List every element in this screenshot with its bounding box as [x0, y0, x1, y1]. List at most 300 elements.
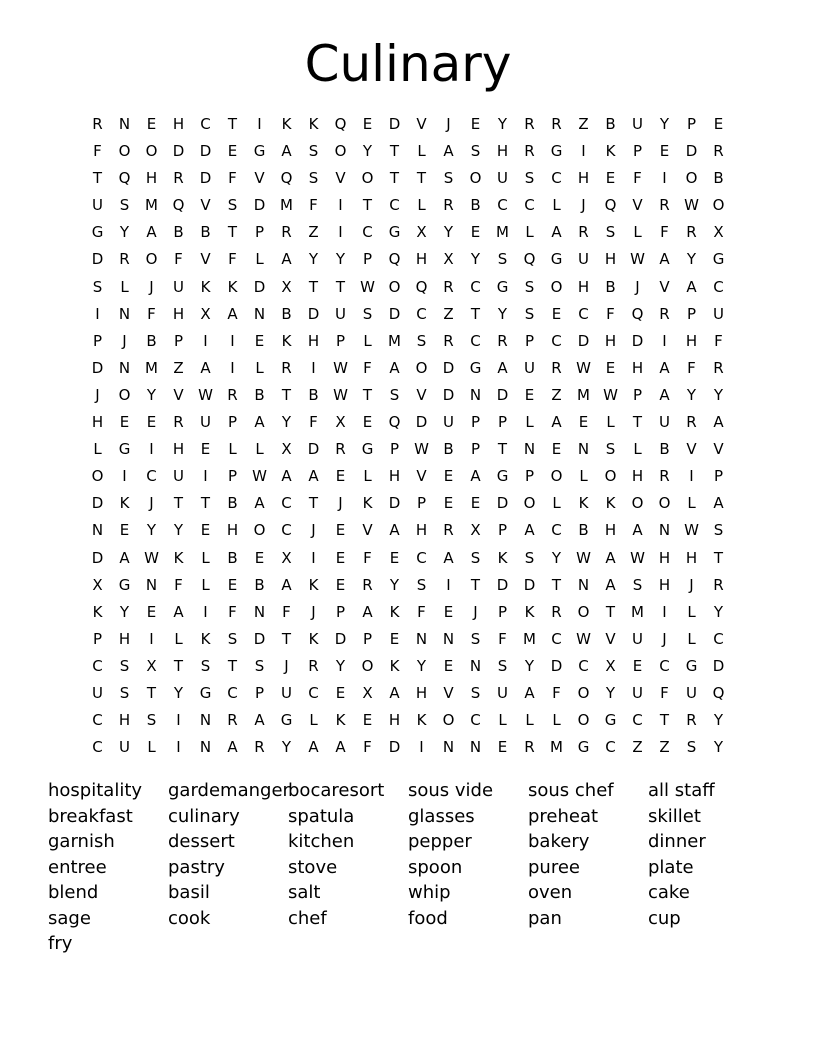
grid-letter: D	[334, 629, 347, 648]
grid-letter: L	[687, 494, 696, 513]
grid-letter: I	[338, 196, 343, 215]
grid-letter: A	[686, 277, 697, 296]
grid-letter: O	[118, 385, 131, 404]
grid-letter: F	[714, 331, 723, 350]
grid-letter: S	[524, 169, 535, 188]
grid-letter: K	[524, 602, 535, 621]
grid-letter: C	[605, 738, 616, 757]
grid-letter: F	[633, 169, 642, 188]
word-list-item: cake	[648, 882, 690, 903]
grid-letter: O	[469, 169, 482, 188]
grid-letter: I	[203, 602, 208, 621]
grid-letter: C	[713, 629, 724, 648]
grid-letter: E	[335, 467, 346, 486]
word-list-item: basil	[168, 882, 210, 903]
grid-letter: S	[308, 169, 319, 188]
grid-letter: E	[146, 115, 157, 133]
grid-letter: T	[146, 683, 157, 702]
grid-letter: E	[632, 656, 643, 675]
grid-letter: B	[605, 115, 616, 133]
grid-letter: G	[550, 142, 563, 161]
grid-letter: U	[173, 277, 184, 296]
grid-letter: D	[91, 494, 104, 513]
grid-letter: H	[604, 331, 617, 350]
grid-letter: E	[389, 629, 400, 648]
grid-letter: T	[470, 575, 481, 594]
grid-letter: I	[203, 331, 208, 350]
grid-letter: E	[362, 413, 373, 432]
grid-letter: A	[281, 575, 292, 594]
grid-letter: L	[120, 277, 129, 296]
grid-letter: X	[281, 548, 292, 567]
grid-letter: B	[470, 196, 481, 215]
grid-letter: E	[605, 358, 616, 377]
grid-letter: I	[122, 467, 127, 486]
grid-letter: A	[254, 711, 265, 730]
word-list-item: sous vide	[408, 780, 494, 801]
grid-letter: D	[172, 142, 185, 161]
grid-letter: T	[92, 169, 103, 188]
grid-letter: E	[227, 575, 238, 594]
grid-letter: R	[443, 331, 454, 350]
grid-letter: A	[308, 738, 319, 757]
grid-letter: D	[496, 494, 509, 513]
grid-letter: S	[389, 385, 400, 404]
grid-letter: M	[280, 196, 293, 215]
grid-letter: C	[200, 115, 211, 133]
word-list-item: breakfast	[48, 805, 133, 827]
grid-letter: V	[659, 277, 670, 296]
grid-letter: Q	[388, 413, 401, 432]
grid-letter: D	[253, 277, 266, 296]
grid-letter: R	[551, 602, 562, 621]
word-list-item: stove	[288, 856, 338, 878]
word-list-item: pastry	[168, 856, 225, 878]
word-list-item: pepper	[408, 831, 472, 852]
grid-letter: K	[605, 142, 616, 161]
grid-letter: A	[389, 683, 400, 702]
grid-letter: R	[686, 711, 697, 730]
grid-letter: S	[443, 169, 454, 188]
grid-letter: M	[145, 196, 158, 215]
grid-letter: U	[578, 250, 589, 269]
grid-letter: D	[442, 385, 455, 404]
grid-letter: J	[149, 494, 154, 513]
grid-letter: O	[550, 467, 563, 486]
grid-letter: V	[416, 115, 427, 133]
grid-letter: S	[146, 711, 157, 730]
grid-letter: P	[470, 413, 481, 432]
grid-letter: L	[579, 467, 588, 486]
grid-letter: L	[417, 142, 426, 161]
grid-letter: S	[227, 196, 238, 215]
word-list-item: sage	[48, 907, 91, 929]
grid-letter: B	[227, 494, 238, 513]
grid-letter: A	[443, 142, 454, 161]
grid-letter: G	[388, 223, 401, 242]
grid-letter: S	[632, 575, 643, 594]
grid-letter: N	[442, 738, 455, 757]
grid-letter: H	[91, 413, 104, 432]
grid-letter: Y	[551, 548, 562, 567]
grid-letter: Y	[389, 575, 400, 594]
grid-letter: A	[308, 467, 319, 486]
grid-letter: P	[227, 413, 238, 432]
grid-letter: G	[496, 467, 509, 486]
grid-letter: G	[280, 711, 293, 730]
grid-letter: D	[496, 385, 509, 404]
grid-letter: T	[281, 385, 292, 404]
grid-letter: S	[524, 277, 535, 296]
word-list-item: whip	[408, 882, 451, 903]
word-list-item: entree	[48, 856, 107, 878]
grid-letter: Z	[308, 223, 319, 242]
grid-letter: H	[658, 575, 671, 594]
grid-letter: A	[389, 521, 400, 540]
grid-letter: H	[415, 683, 428, 702]
word-list-item: bocaresort	[288, 780, 385, 801]
grid-letter: S	[497, 250, 508, 269]
grid-letter: O	[658, 494, 671, 513]
grid-letter: T	[551, 575, 562, 594]
grid-letter: L	[606, 413, 615, 432]
grid-letter: A	[173, 602, 184, 621]
grid-letter: F	[498, 629, 507, 648]
grid-letter: S	[470, 548, 481, 567]
grid-letter: W	[414, 440, 429, 459]
word-list-item: gardemanger	[168, 780, 290, 801]
grid-letter: T	[227, 656, 238, 675]
grid-letter: Z	[443, 304, 454, 323]
grid-letter: P	[227, 467, 238, 486]
grid-letter: N	[199, 711, 212, 730]
grid-letter: A	[254, 413, 265, 432]
grid-letter: U	[281, 683, 292, 702]
grid-letter: L	[174, 629, 183, 648]
grid-letter: K	[416, 711, 427, 730]
grid-letter: U	[497, 169, 508, 188]
grid-letter: C	[632, 711, 643, 730]
grid-letter: M	[496, 223, 509, 242]
grid-letter: A	[524, 521, 535, 540]
grid-letter: A	[659, 385, 670, 404]
grid-letter: L	[363, 331, 372, 350]
grid-letter: K	[308, 629, 319, 648]
grid-letter: H	[496, 142, 509, 161]
grid-letter: F	[309, 413, 318, 432]
grid-letter: L	[93, 440, 102, 459]
grid-letter: K	[281, 115, 292, 133]
grid-letter: D	[685, 142, 698, 161]
grid-letter: K	[389, 656, 400, 675]
grid-letter: J	[689, 575, 694, 594]
grid-letter: N	[118, 115, 131, 133]
grid-letter: E	[200, 440, 211, 459]
grid-letter: Y	[416, 656, 427, 675]
grid-letter: U	[200, 413, 211, 432]
grid-letter: F	[174, 250, 183, 269]
grid-letter: X	[443, 250, 454, 269]
grid-letter: C	[524, 196, 535, 215]
grid-letter: J	[446, 115, 451, 133]
grid-letter: A	[254, 494, 265, 513]
grid-letter: I	[419, 738, 424, 757]
grid-letter: S	[524, 304, 535, 323]
grid-letter: K	[200, 629, 211, 648]
grid-letter: L	[201, 548, 210, 567]
grid-letter: B	[146, 331, 157, 350]
grid-letter: D	[199, 142, 212, 161]
grid-letter: N	[469, 656, 482, 675]
grid-letter: B	[173, 223, 184, 242]
grid-letter: R	[92, 115, 103, 133]
grid-letter: T	[713, 548, 724, 567]
grid-letter: R	[443, 277, 454, 296]
grid-letter: I	[149, 629, 154, 648]
grid-letter: D	[91, 358, 104, 377]
grid-letter: I	[446, 575, 451, 594]
grid-letter: Y	[308, 250, 319, 269]
grid-letter: V	[686, 440, 697, 459]
grid-letter: C	[146, 467, 157, 486]
word-list	[48, 778, 768, 957]
grid-letter: T	[227, 223, 238, 242]
grid-letter: E	[335, 521, 346, 540]
grid-letter: A	[605, 575, 616, 594]
grid-letter: G	[469, 358, 482, 377]
grid-letter: B	[443, 440, 454, 459]
grid-letter: D	[253, 629, 266, 648]
grid-letter: S	[92, 277, 103, 296]
grid-letter: I	[662, 331, 667, 350]
grid-letter: O	[712, 196, 725, 215]
grid-letter: T	[308, 277, 319, 296]
grid-letter: U	[173, 467, 184, 486]
grid-letter: Y	[524, 656, 535, 675]
grid-letter: Q	[280, 169, 293, 188]
grid-letter: S	[416, 575, 427, 594]
grid-letter: P	[524, 331, 535, 350]
grid-letter: S	[686, 738, 697, 757]
word-list-item: cup	[648, 907, 681, 929]
grid-letter: H	[226, 521, 239, 540]
grid-letter: R	[308, 656, 319, 675]
grid-letter: W	[333, 385, 348, 404]
grid-letter: E	[443, 656, 454, 675]
grid-letter: Z	[632, 738, 643, 757]
grid-letter: I	[230, 331, 235, 350]
grid-letter: L	[633, 440, 642, 459]
grid-letter: H	[172, 440, 185, 459]
grid-letter: Q	[388, 250, 401, 269]
grid-letter: D	[442, 358, 455, 377]
grid-letter: L	[255, 440, 264, 459]
grid-letter: C	[470, 711, 481, 730]
grid-letter: O	[361, 169, 374, 188]
grid-letter: X	[335, 413, 346, 432]
grid-letter: G	[712, 250, 725, 269]
grid-letter: U	[497, 683, 508, 702]
grid-letter: S	[605, 440, 616, 459]
grid-letter: J	[662, 629, 667, 648]
grid-letter: F	[309, 196, 318, 215]
grid-letter: C	[659, 656, 670, 675]
grid-letter: I	[311, 548, 316, 567]
grid-letter: E	[227, 142, 238, 161]
grid-letter: I	[95, 304, 100, 323]
grid-letter: H	[388, 711, 401, 730]
grid-letter: Y	[497, 304, 508, 323]
grid-letter: W	[144, 548, 159, 567]
grid-letter: Z	[578, 115, 589, 133]
grid-letter: N	[415, 629, 428, 648]
grid-letter: A	[281, 467, 292, 486]
grid-letter: Y	[146, 521, 157, 540]
grid-letter: Y	[470, 250, 481, 269]
grid-letter: N	[469, 738, 482, 757]
grid-letter: E	[254, 548, 265, 567]
grid-letter: D	[388, 738, 401, 757]
grid-letter: S	[416, 331, 427, 350]
grid-letter: C	[416, 548, 427, 567]
grid-letter: L	[552, 196, 561, 215]
grid-letter: A	[470, 467, 481, 486]
grid-letter: V	[416, 385, 427, 404]
grid-letter: Y	[335, 250, 346, 269]
grid-letter: J	[473, 602, 478, 621]
grid-letter: H	[631, 467, 644, 486]
grid-letter: A	[119, 548, 130, 567]
grid-letter: D	[388, 494, 401, 513]
grid-letter: R	[227, 711, 238, 730]
grid-letter: N	[118, 358, 131, 377]
grid-letter: G	[118, 440, 131, 459]
grid-letter: T	[362, 385, 373, 404]
grid-letter: G	[199, 683, 212, 702]
word-list-item: culinary	[168, 805, 240, 827]
grid-letter: L	[525, 223, 534, 242]
grid-letter: J	[338, 494, 343, 513]
grid-letter: H	[415, 250, 428, 269]
grid-letter: C	[551, 521, 562, 540]
grid-letter: M	[631, 602, 644, 621]
grid-letter: E	[470, 115, 481, 133]
grid-letter: I	[149, 440, 154, 459]
grid-letter: A	[362, 602, 373, 621]
grid-letter: K	[605, 494, 616, 513]
grid-letter: O	[388, 277, 401, 296]
grid-letter: Y	[281, 413, 292, 432]
grid-letter: V	[632, 196, 643, 215]
grid-letter: O	[550, 277, 563, 296]
grid-letter: T	[281, 629, 292, 648]
word-list-item: puree	[528, 856, 580, 878]
grid-letter: J	[311, 602, 316, 621]
grid-letter: O	[145, 250, 158, 269]
grid-letter: G	[118, 575, 131, 594]
grid-letter: W	[630, 548, 645, 567]
grid-letter: R	[443, 521, 454, 540]
grid-letter: L	[552, 711, 561, 730]
grid-letter: Y	[605, 683, 616, 702]
grid-letter: O	[577, 683, 590, 702]
grid-letter: X	[146, 656, 157, 675]
word-list-item: food	[408, 907, 448, 929]
grid-letter: K	[92, 602, 103, 621]
word-list-item: pan	[528, 907, 562, 929]
grid-letter: R	[524, 115, 535, 133]
grid-letter: F	[363, 548, 372, 567]
grid-letter: A	[551, 413, 562, 432]
grid-letter: S	[470, 142, 481, 161]
grid-letter: R	[659, 304, 670, 323]
grid-letter: G	[253, 142, 266, 161]
grid-letter: S	[713, 521, 724, 540]
grid-letter: P	[686, 304, 697, 323]
grid-letter: L	[525, 711, 534, 730]
grid-letter: O	[415, 358, 428, 377]
grid-letter: K	[578, 494, 589, 513]
grid-letter: R	[713, 358, 724, 377]
grid-letter: Y	[173, 683, 184, 702]
grid-letter: J	[635, 277, 640, 296]
grid-letter: T	[389, 142, 400, 161]
grid-letter: B	[281, 304, 292, 323]
grid-letter: C	[551, 629, 562, 648]
grid-letter: H	[631, 358, 644, 377]
grid-letter: L	[417, 196, 426, 215]
grid-letter: G	[685, 656, 698, 675]
grid-letter: T	[308, 494, 319, 513]
grid-letter: N	[469, 385, 482, 404]
grid-letter: U	[92, 683, 103, 702]
word-list-item: hospitality	[48, 780, 143, 801]
grid-letter: R	[659, 467, 670, 486]
grid-letter: F	[552, 683, 561, 702]
grid-letter: S	[497, 656, 508, 675]
grid-letter: R	[551, 358, 562, 377]
grid-letter: F	[147, 304, 156, 323]
grid-letter: A	[605, 548, 616, 567]
grid-letter: P	[173, 331, 184, 350]
grid-letter: E	[713, 115, 724, 133]
grid-letter: Y	[335, 656, 346, 675]
grid-letter: F	[228, 169, 237, 188]
grid-letter: I	[230, 358, 235, 377]
grid-letter: C	[578, 656, 589, 675]
grid-letter: X	[713, 223, 724, 242]
grid-letter: R	[362, 575, 373, 594]
grid-letter: K	[227, 277, 238, 296]
grid-letter: A	[551, 223, 562, 242]
grid-letter: U	[632, 629, 643, 648]
grid-letter: S	[362, 304, 373, 323]
grid-letter: M	[550, 738, 563, 757]
grid-letter: E	[146, 602, 157, 621]
grid-letter: C	[497, 196, 508, 215]
grid-letter: T	[659, 711, 670, 730]
grid-letter: D	[91, 250, 104, 269]
grid-letter: P	[254, 223, 265, 242]
grid-letter: H	[685, 548, 698, 567]
grid-letter: U	[632, 683, 643, 702]
grid-letter: V	[416, 467, 427, 486]
grid-letter: C	[416, 304, 427, 323]
grid-letter: Y	[713, 711, 724, 730]
grid-letter: G	[496, 277, 509, 296]
grid-letter: P	[389, 440, 400, 459]
grid-letter: L	[498, 711, 507, 730]
